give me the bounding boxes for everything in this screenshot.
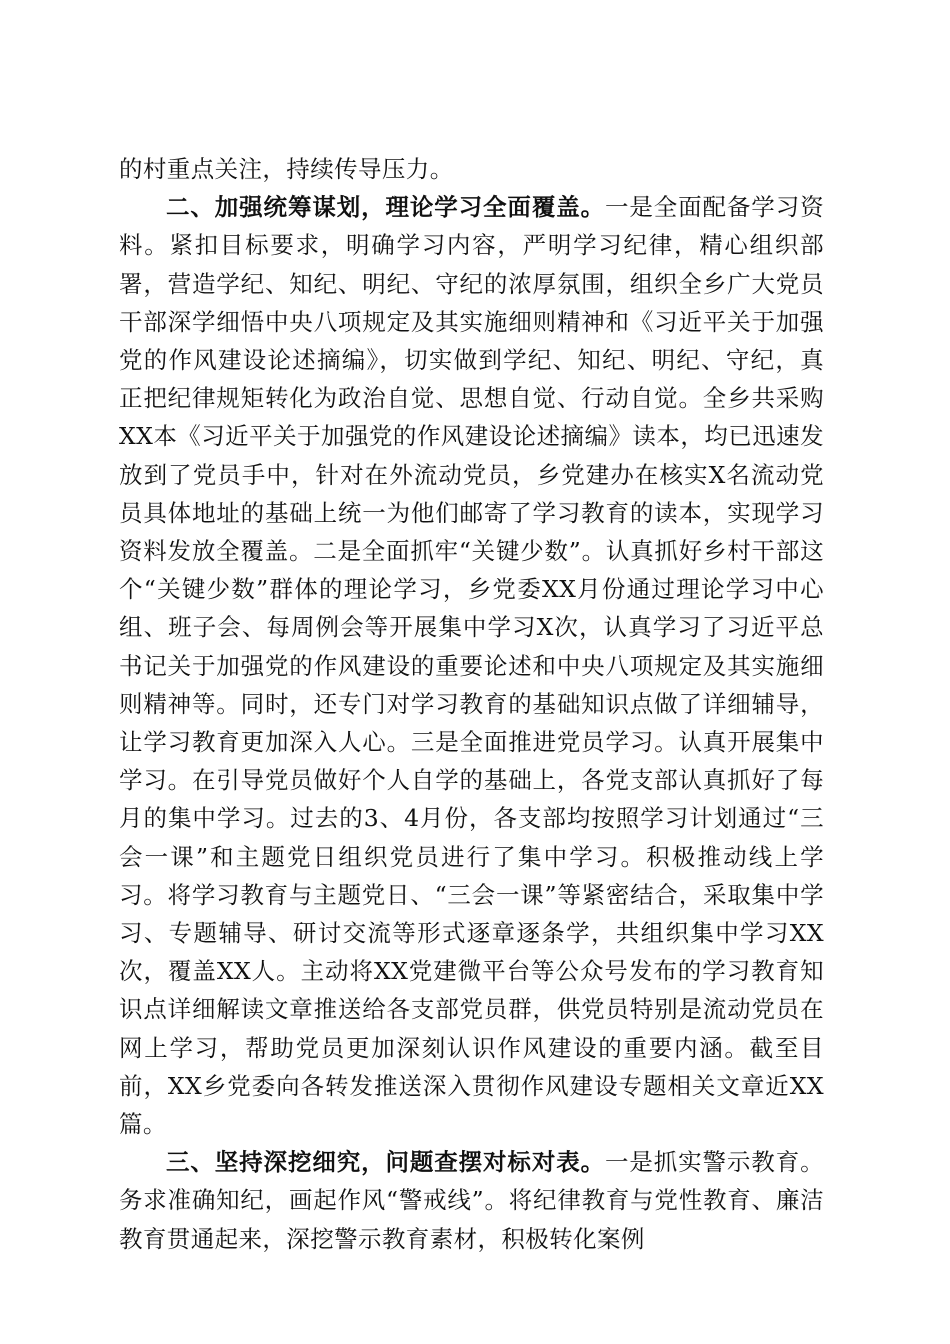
paragraph-text: 的村重点关注，持续传导压力。	[119, 155, 454, 183]
paragraph-section-two	[119, 188, 824, 1143]
paragraph-section-three	[119, 1143, 824, 1258]
paragraph-text: 一是抓实警示教育。务求准确知纪，画起作风“警戒线”。将纪律教育与党性教育、廉洁教育贯通起来，深挖警示教育素材，积极转化案例	[119, 1148, 824, 1253]
paragraph-text: 一是全面配备学习资料。紧扣目标要求，明确学习内容，严明学习纪律，精心组织部署，营造学纪、知纪、明纪、守纪的浓厚氛围，组织全乡广大党员干部深学细悟中央八项规定及其实施细则精神和《习近平关于加强党的作风建设论述摘编》，切实做到学纪、知纪、明纪、守纪，真正把纪律规矩转化为政治自觉、思想自觉、行动自觉。全乡共采购XX本《习近平关于加强党的作风建设论述摘编》读本，均已迅速发放到了党员手中，针对在外流动党员，乡党建办在核实X名流动党员具体地址的基础上统一为他们邮寄了学习教育的读本，实现学习资料发放全覆盖。二是全面抓牢“关键少数”。认真抓好乡村干部这个“关键少数”群体的理论学习，乡党委XX月份通过理论学习中心组、班子会、每周例会等开展集中学习X次，认真学习了习近平总书记关于加强党的作风建设的重要论述和中央八项规定及其实施细则精神等。同时，还专门对学习教育的基础知识点做了详细辅导，让学习教育更加深入人心。三是全面推进党员学习。认真开展集中学习。在引导党员做好个人自学的基础上，各党支部认真抓好了每月的集中学习。过去的3、4月份，各支部均按照学习计划通过“三会一课”和主题党日组织党员进行了集中学习。积极推动线上学习。将学习教育与主题党日、“三会一课”等紧密结合，采取集中学习、专题辅导、研讨交流等形式逐章逐条学，共组织集中学习XX次，覆盖XX人。主动将XX党建微平台等公众号发布的学习教育知识点详细解读文章推送给各支部党员群，供党员特别是流动党员在网上学习，帮助党员更加深刻认识作风建设的重要内涵。截至目前，XX乡党委向各转发推送深入贯彻作风建设专题相关文章近XX篇。	[119, 193, 824, 1139]
paragraph-continuation	[119, 150, 824, 188]
section-heading: 二、加强统筹谋划，理论学习全面覆盖。	[166, 193, 605, 222]
document-body	[119, 150, 824, 1258]
section-heading: 三、坚持深挖细究，问题查摆对标对表。	[166, 1148, 605, 1177]
